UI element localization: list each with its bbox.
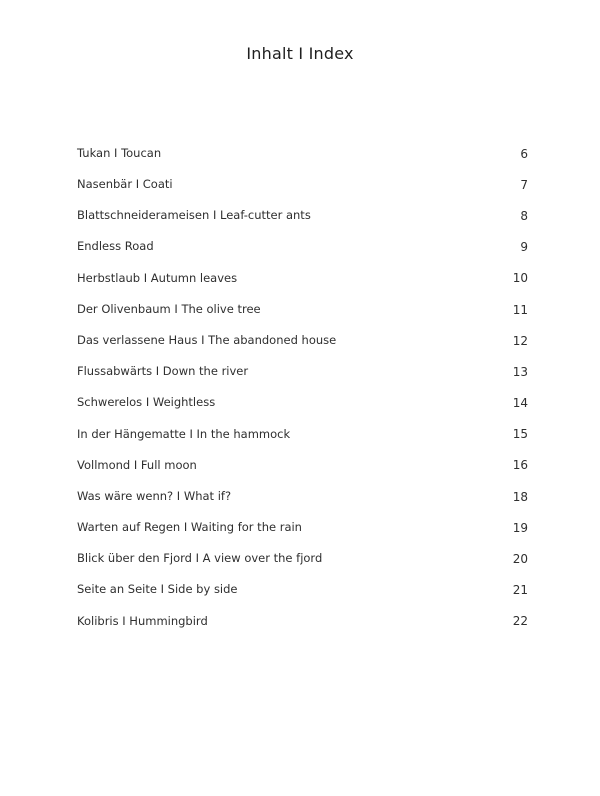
entry-title: Herbstlaub I Autumn leaves — [77, 270, 238, 285]
entry-title: Blattschneiderameisen I Leaf-cutter ants — [77, 208, 311, 223]
toc-entry — [77, 232, 528, 263]
entry-page-number: 14 — [512, 396, 528, 411]
toc-entry — [77, 419, 528, 450]
entry-page-number: 12 — [512, 333, 528, 348]
entry-title: In der Hängematte I In the hammock — [77, 426, 291, 441]
toc-entry — [77, 543, 528, 574]
entry-title: Nasenbär I Coati — [77, 177, 173, 192]
entry-page-number: 13 — [512, 364, 528, 379]
entry-page-number: 21 — [512, 583, 528, 598]
entry-title: Vollmond I Full moon — [77, 457, 197, 472]
entry-title: Das verlassene Haus I The abandoned house — [77, 332, 337, 347]
toc-entry — [77, 481, 528, 512]
entry-page-number: 16 — [512, 458, 528, 473]
entry-page-number: 18 — [512, 489, 528, 504]
entry-title: Was wäre wenn? I What if? — [77, 488, 232, 503]
toc-entry — [77, 450, 528, 481]
entry-title: Blick über den Fjord I A view over the fjord — [77, 551, 323, 566]
toc-entry — [77, 263, 528, 294]
toc-entry — [77, 606, 528, 637]
toc-entry — [77, 575, 528, 606]
entry-title: Endless Road — [77, 239, 154, 254]
entry-page-number: 7 — [520, 177, 528, 192]
toc-entry — [77, 512, 528, 543]
entry-page-number: 10 — [512, 271, 528, 286]
entry-page-number: 11 — [512, 302, 528, 317]
toc-entry — [77, 294, 528, 325]
entry-title: Warten auf Regen I Waiting for the rain — [77, 520, 302, 535]
toc-entry — [77, 169, 528, 200]
entry-page-number: 9 — [520, 240, 528, 255]
entry-title: Der Olivenbaum I The olive tree — [77, 301, 261, 316]
entry-page-number: 8 — [520, 208, 528, 223]
toc-entry — [77, 325, 528, 356]
entry-page-number: 15 — [512, 427, 528, 442]
table-of-contents — [77, 138, 528, 637]
entry-page-number: 19 — [512, 520, 528, 535]
entry-title: Schwerelos I Weightless — [77, 395, 216, 410]
entry-title: Seite an Seite I Side by side — [77, 582, 238, 597]
toc-entry — [77, 200, 528, 231]
entry-title: Flussabwärts I Down the river — [77, 364, 249, 379]
toc-entry — [77, 138, 528, 169]
entry-title: Kolibris I Hummingbird — [77, 613, 208, 628]
entry-title: Tukan I Toucan — [77, 145, 162, 160]
toc-entry — [77, 356, 528, 387]
toc-entry — [77, 388, 528, 419]
entry-page-number: 22 — [512, 614, 528, 629]
entry-page-number: 6 — [520, 146, 528, 161]
page-title: Inhalt I Index — [246, 44, 354, 63]
entry-page-number: 20 — [512, 552, 528, 567]
